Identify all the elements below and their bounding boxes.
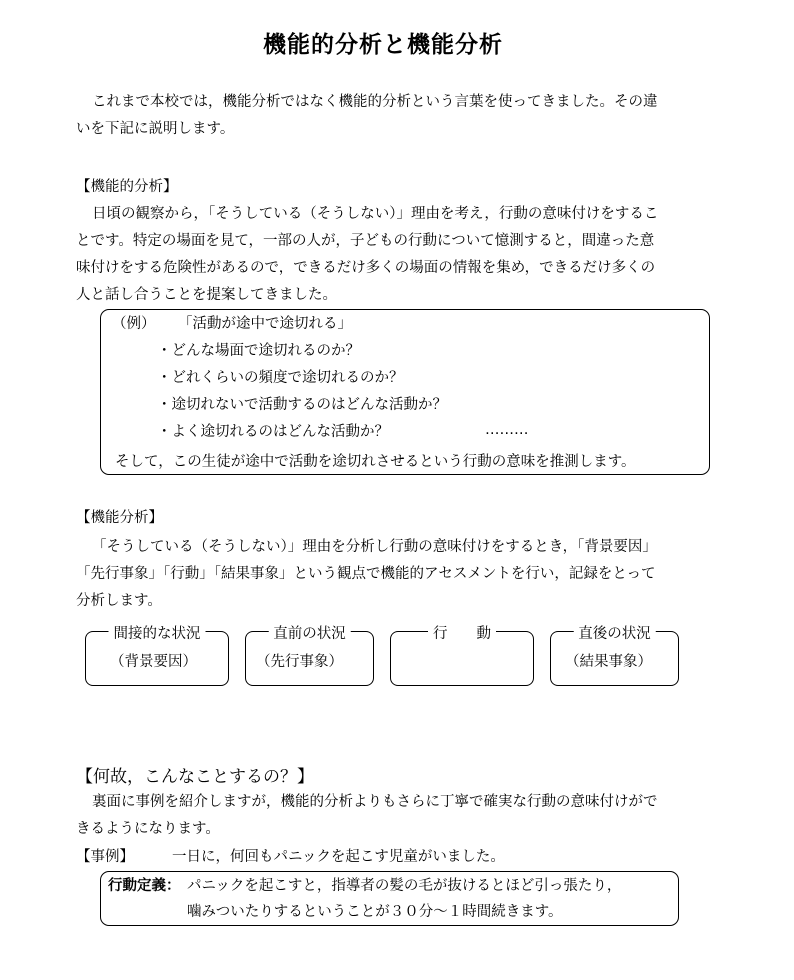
intro-line-1: これまで本校では，機能分析ではなく機能的分析という言葉を使ってきました。その違 — [92, 94, 658, 110]
example-item-4: ・よく途切れるのはどんな活動か？ — [157, 424, 389, 440]
flow-box-background — [85, 626, 229, 686]
analysis-line-3: 分析します。 — [76, 593, 162, 609]
why-heading: 【何故，こんなことするの？】 — [76, 767, 314, 787]
definition-line-1: パニックを起こすと，指導者の髪の毛が抜けるとほど引っ張たり， — [187, 878, 622, 894]
flow-label-consequence: 直後の状況 — [573, 622, 656, 643]
page-title: 機能的分析と機能分析 — [263, 32, 503, 58]
example-label: （例） — [112, 316, 156, 332]
analysis-heading: 【機能分析】 — [76, 510, 163, 526]
definition-label: 行動定義： — [108, 878, 181, 894]
why-line-1: 裏面に事例を紹介しますが，機能的分析よりもさらに丁寧で確実な行動の意味付けがで — [92, 794, 658, 810]
functional-heading: 【機能的分析】 — [76, 179, 178, 195]
flow-sub-background: （背景要因） — [110, 654, 197, 670]
example-item-1: ・どんな場面で途切れるのか？ — [157, 343, 360, 359]
flow-label-background: 間接的な状況 — [109, 622, 206, 643]
definition-line-2: 噛みついたりするということが３０分～１時間続きます。 — [187, 904, 563, 920]
flow-label-behavior: 行 動 — [428, 622, 496, 643]
functional-line-3: 味付けをする危険性があるので，できるだけ多くの場面の情報を集め，できるだけ多くの — [76, 260, 656, 276]
example-quote: 「活動が途中で途切れる」 — [178, 316, 352, 332]
flow-sub-antecedent: （先行事象） — [256, 654, 343, 670]
flow-box-antecedent — [245, 626, 374, 686]
case-label: 【事例】 — [76, 849, 134, 865]
flow-box-consequence — [550, 626, 679, 686]
functional-line-4: 人と話し合うことを提案してきました。 — [76, 287, 337, 303]
functional-line-2: とです。特定の場面を見て，一部の人が，子どもの行動について憶測すると，間違った意 — [76, 233, 655, 249]
case-text: 一日に，何回もパニックを起こす児童がいました。 — [172, 849, 505, 865]
flow-box-behavior — [390, 626, 534, 686]
functional-line-1: 日頃の観察から，「そうしている（そうしない）」理由を考え，行動の意味付けをするこ — [92, 206, 659, 222]
example-conclusion: そして，この生徒が途中で活動を途切れさせるという行動の意味を推測します。 — [115, 454, 636, 470]
intro-line-2: いを下記に説明します。 — [76, 121, 235, 137]
example-item-3: ・途切れないで活動するのはどんな活動か？ — [157, 397, 447, 413]
analysis-line-1: 「そうしている（そうしない）」理由を分析し行動の意味付けをするとき，「背景要因」 — [92, 539, 657, 555]
flow-sub-consequence: （結果事象） — [565, 654, 652, 670]
why-line-2: きるようになります。 — [76, 821, 220, 837]
flow-label-antecedent: 直前の状況 — [268, 622, 351, 643]
example-item-2: ・どれくらいの頻度で途切れるのか？ — [157, 370, 404, 386]
analysis-line-2: 「先行事象」「行動」「結果事象」という観点で機能的アセスメントを行い，記録をとって — [76, 566, 656, 582]
example-ellipsis: ……… — [485, 422, 529, 438]
